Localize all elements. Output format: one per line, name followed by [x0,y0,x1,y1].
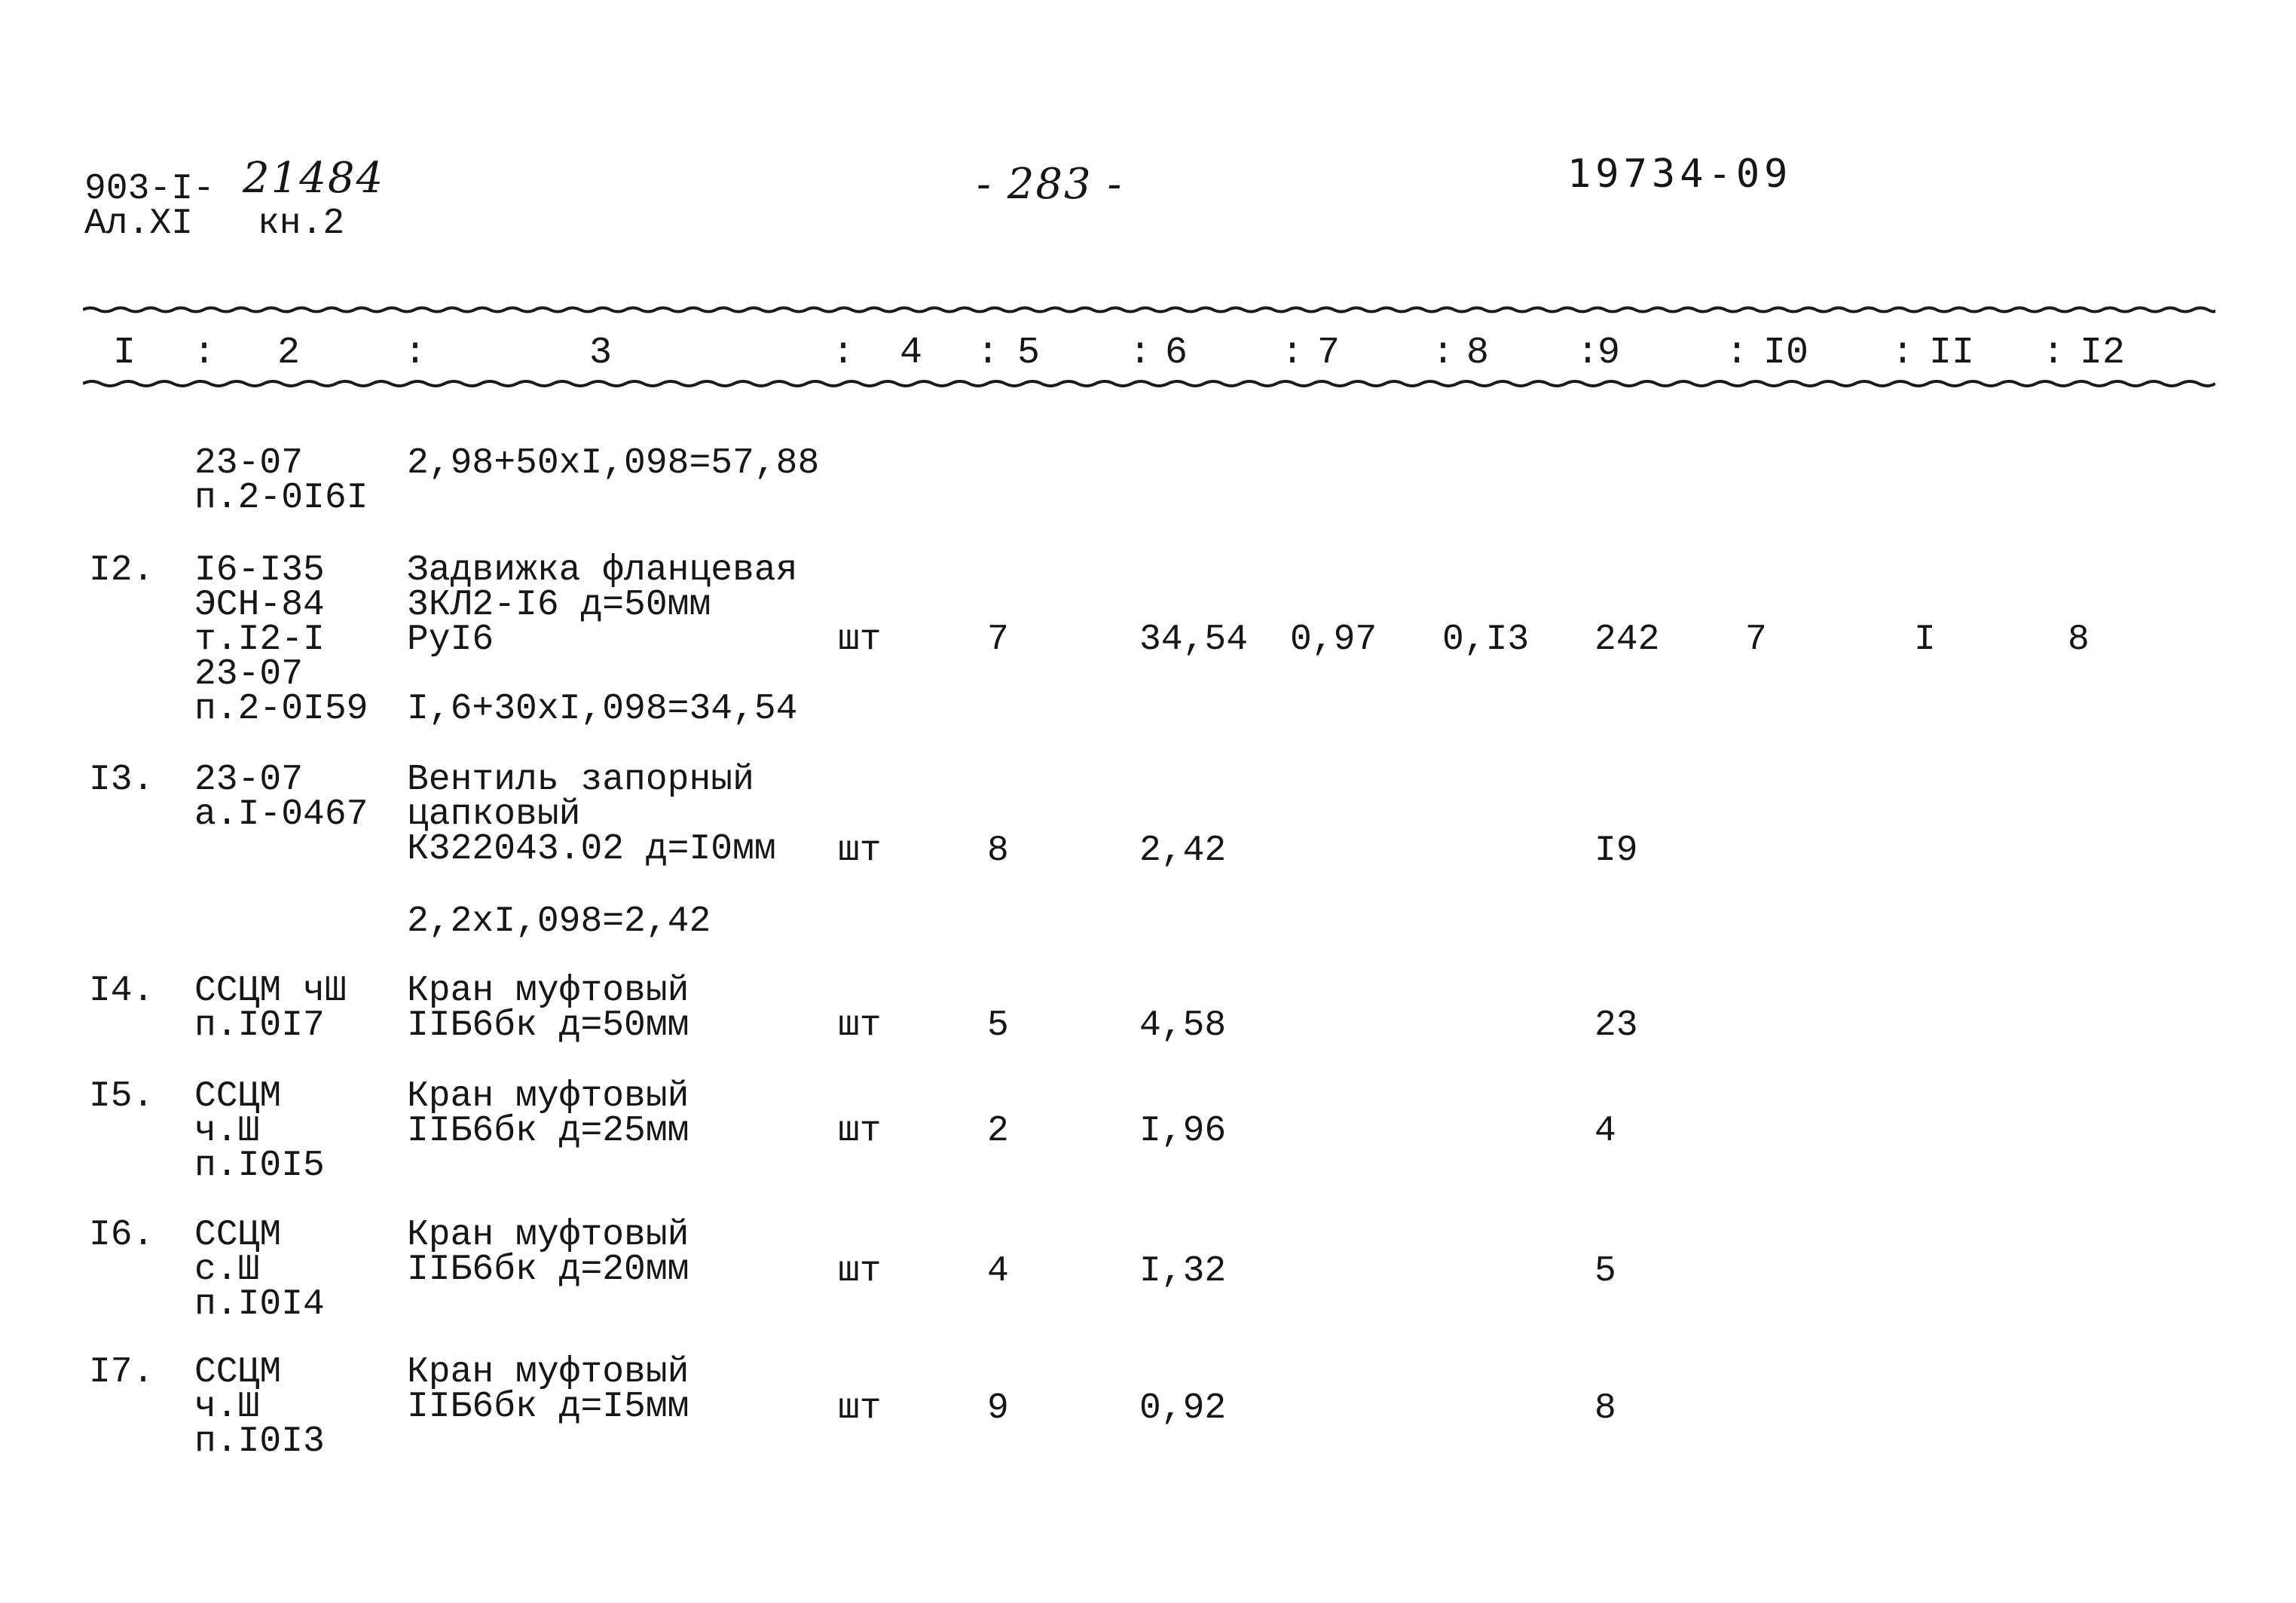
row-13-ref [194,760,368,835]
row-16-price: I,32 [1139,1251,1227,1292]
row-15-desc-line-1: Кран муфтовый [407,1076,689,1117]
header-rule [83,378,2215,389]
row-12-desc [407,550,798,660]
page-number-value: 283 [1007,160,1093,209]
row-0-ref [194,443,368,519]
col-3-header: 3 [589,332,613,375]
row-12-unit: шт [838,619,882,660]
row-16-ref-line-3: п.I0I4 [194,1284,325,1325]
row-0-ref-line-2: п.2-0I6I [194,478,368,519]
row-14-qty: 5 [987,1005,1009,1046]
col-sep-7: : [1432,332,1455,375]
row-14-total: 23 [1594,1005,1638,1046]
col-10-header: I0 [1763,332,1809,375]
row-13-ref-line-1: 23-07 [194,760,304,800]
row-12-number: I2. [89,550,154,591]
row-13-calc: 2,2xI,098=2,42 [407,901,711,942]
row-15-ref-line-3: п.I0I5 [194,1146,325,1186]
book-label: кн.2 [258,203,345,244]
row-0-desc [407,443,820,484]
col-1-header: I [113,332,136,375]
row-15-desc-line-2: IIБ6бк д=25мм [407,1111,689,1152]
row-13-desc-line-2: цапковый [407,794,581,835]
row-15-qty: 2 [987,1111,1009,1152]
row-12-total: 242 [1594,619,1660,660]
row-12-col10: 7 [1745,619,1767,660]
row-13-total: I9 [1594,831,1638,871]
row-12-ref-line-3: т.I2-I [194,619,325,660]
row-12-ref-line-1: I6-I35 [194,550,325,591]
col-sep-3: : [832,332,855,375]
col-7-header: 7 [1317,332,1341,375]
row-16-ref [194,1215,325,1325]
row-12-ref-line-2: ЭСН-84 [194,585,325,626]
row-17-total: 8 [1594,1388,1616,1429]
row-12-col11: I [1914,619,1936,660]
col-8-header: 8 [1466,332,1490,375]
row-17-ref-line-2: ч.Ш [194,1387,260,1427]
row-17-desc [407,1352,689,1427]
row-12-qty: 7 [987,619,1009,660]
col-11-header: II [1929,332,1975,375]
row-16-desc-line-1: Кран муфтовый [407,1215,689,1256]
row-13-price: 2,42 [1139,831,1227,871]
album-label: Ал.XI [84,203,194,244]
row-12-desc-line-3: РуI6 [407,619,494,660]
row-16-total: 5 [1594,1251,1616,1292]
row-13-number: I3. [89,760,154,800]
row-0-desc-line-1: 2,98+50xI,098=57,88 [407,443,820,484]
row-12-price: 34,54 [1139,619,1249,660]
row-17-qty: 9 [987,1388,1009,1429]
row-12-ref-line-4: 23-07 [194,654,304,695]
document-code-handwritten: 21484 [243,154,385,203]
col-sep-11: : [2042,332,2065,375]
row-14-number: I4. [89,971,154,1011]
row-15-unit: шт [838,1111,882,1152]
row-16-desc [407,1215,689,1290]
row-16-number: I6. [89,1215,154,1256]
row-14-desc-line-1: Кран муфтовый [407,971,689,1011]
row-16-ref-line-1: ССЦМ [194,1215,282,1256]
col-12-header: I2 [2080,332,2126,375]
stamp-number: 19734-09 [1567,151,1793,197]
top-rule [83,304,2215,315]
row-14-unit: шт [838,1005,882,1046]
col-9-header: 9 [1597,332,1621,375]
row-14-ref [194,971,347,1046]
row-16-desc-line-2: IIБ6бк д=20мм [407,1250,689,1290]
row-14-desc-line-2: IIБ6бк д=50мм [407,1005,689,1046]
row-12-col8: 0,I3 [1442,619,1530,660]
col-sep-9: : [1726,332,1749,375]
row-14-desc [407,971,689,1046]
row-15-ref-line-1: ССЦМ [194,1076,282,1117]
row-17-ref-line-1: ССЦМ [194,1352,282,1393]
row-15-price: I,96 [1139,1111,1227,1152]
row-14-price: 4,58 [1139,1005,1227,1046]
row-14-ref-line-2: п.I0I7 [194,1005,325,1046]
row-12-col12: 8 [2068,619,2090,660]
row-14-ref-line-1: ССЦМ чШ [194,971,347,1011]
row-12-desc-line-1: Задвижка фланцевая [407,550,798,591]
col-4-header: 4 [900,332,923,375]
col-6-header: 6 [1165,332,1188,375]
row-13-ref-line-2: а.I-0467 [194,794,368,835]
row-12-ref [194,550,368,730]
row-13-desc-line-1: Вентиль запорный [407,760,754,800]
row-17-price: 0,92 [1139,1388,1227,1429]
col-sep-4: : [977,332,1000,375]
col-sep-1: : [193,332,216,375]
row-13-qty: 8 [987,831,1009,871]
row-13-unit: шт [838,831,882,871]
col-2-header: 2 [277,332,301,375]
row-15-ref [194,1076,325,1186]
row-12-desc-line-2: 3КЛ2-I6 д=50мм [407,585,711,626]
col-5-header: 5 [1017,332,1041,375]
row-15-ref-line-2: ч.Ш [194,1111,260,1152]
row-17-desc-line-1: Кран муфтовый [407,1352,689,1393]
row-16-ref-line-2: с.Ш [194,1250,260,1290]
col-sep-6: : [1281,332,1304,375]
row-17-unit: шт [838,1388,882,1429]
row-17-ref-line-3: п.I0I3 [194,1421,325,1462]
row-16-qty: 4 [987,1251,1009,1292]
col-sep-5: : [1129,332,1152,375]
row-15-desc [407,1076,689,1152]
row-17-number: I7. [89,1352,154,1393]
row-17-ref [194,1352,325,1462]
page-number: - 283 - [977,160,1124,209]
row-12-col7: 0,97 [1290,619,1377,660]
row-13-desc [407,760,776,870]
row-15-total: 4 [1594,1111,1616,1152]
document-code-prefix: 903-I- [84,169,215,210]
row-12-calc: I,6+30xI,098=34,54 [407,689,798,730]
col-sep-2: : [404,332,427,375]
row-16-unit: шт [838,1251,882,1292]
row-13-desc-line-3: К322043.02 д=I0мм [407,829,776,870]
col-sep-8: : [1576,332,1600,375]
row-17-desc-line-2: IIБ6бк д=I5мм [407,1387,689,1427]
row-15-number: I5. [89,1076,154,1117]
row-12-ref-line-5: п.2-0I59 [194,689,368,730]
col-sep-10: : [1891,332,1915,375]
row-0-ref-line-1: 23-07 [194,443,304,484]
